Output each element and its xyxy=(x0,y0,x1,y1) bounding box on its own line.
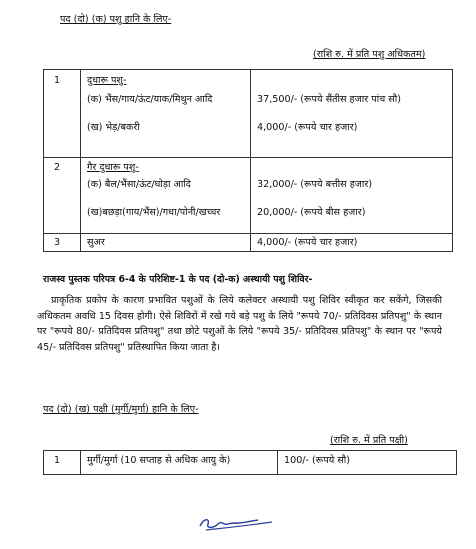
section-a-unit-note: (राशि रु. में प्रति पशु अधिकतम) xyxy=(313,49,426,60)
item-amount: 4,000/- (रूपये चार हजार) xyxy=(257,122,358,133)
camp-heading: राजस्व पुस्तक परिपत्र 6-4 के परिशिष्ट-1 के पद (दो-क) अस्थायी पशु शिविर- xyxy=(43,274,313,285)
category-label: सुअर xyxy=(87,237,105,248)
table-row xyxy=(44,70,453,158)
item-amount: 4,000/- (रूपये चार हजार) xyxy=(257,237,358,248)
section-b-unit-note: (राशि रु. में प्रति पक्षी) xyxy=(330,435,408,446)
section-a-heading: पद (दो) (क) पशु हानि के लिए- xyxy=(60,14,172,25)
category-label: गैर दुधारू पशु- xyxy=(87,162,139,173)
livestock-loss-table xyxy=(43,69,453,252)
row-sno: 3 xyxy=(54,237,61,248)
item-amount: 20,000/- (रूपये बीस हजार) xyxy=(257,207,366,218)
row-sno: 2 xyxy=(54,162,61,173)
item-amount: 100/- (रूपये सौ) xyxy=(284,455,351,466)
item-amount: 37,500/- (रूपये सैंतीस हजार पांच सौ) xyxy=(257,94,402,105)
item-desc: मुर्गी/मुर्गा (10 सप्ताह से अधिक आयु के) xyxy=(87,455,231,466)
item-desc: (ख)बछड़ा(गाय/भैंस)/गधा/पोनी/खच्चर xyxy=(87,207,221,218)
camp-paragraph: प्राकृतिक प्रकोप के कारण प्रभावित पशुओं के लिये कलेक्टर अस्थायी पशु शिविर स्वीकृत कर सकेंगे, जिसकी अधिकतम अवधि 15 दिवस होगी। ऐसे शिविरों में रखे गये बड़े पशु के लिये "रूपये 70/- प्रतिदिवस प्रतिपशु" के स्थान पर "रूपये 80/- प्रतिदिवस प्रतिपशु" तथा छोटे पशुओं के लिये "रूपये 35/- प्रतिदिवस प्रतिपशु" के स्थान पर "रूपये 45/- प्रतिदिवस प्रतिपशु" प्रतिस्थापित किया जाता है। xyxy=(37,295,442,353)
row-sno: 1 xyxy=(54,75,61,86)
item-desc: (ख) भेड़/बकरी xyxy=(87,122,140,133)
signature-image xyxy=(196,512,276,536)
category-label: दुधारू पशु- xyxy=(87,75,127,86)
item-desc: (क) भैंस/गाय/ऊंट/याक/मिथुन आदि xyxy=(87,94,213,105)
table-row xyxy=(44,451,457,475)
item-amount: 32,000/- (रूपये बत्तीस हजार) xyxy=(257,179,373,190)
item-desc: (क) बैल/भैंसा/ऊंट/घोड़ा आदि xyxy=(87,179,191,190)
table-row xyxy=(44,234,453,252)
row-sno: 1 xyxy=(54,455,61,466)
section-b-heading: पद (दो) (ख) पक्षी (मुर्गी/मुर्गा) हानि के लिए- xyxy=(43,404,199,415)
table-row xyxy=(44,158,453,234)
poultry-loss-table xyxy=(43,450,457,475)
